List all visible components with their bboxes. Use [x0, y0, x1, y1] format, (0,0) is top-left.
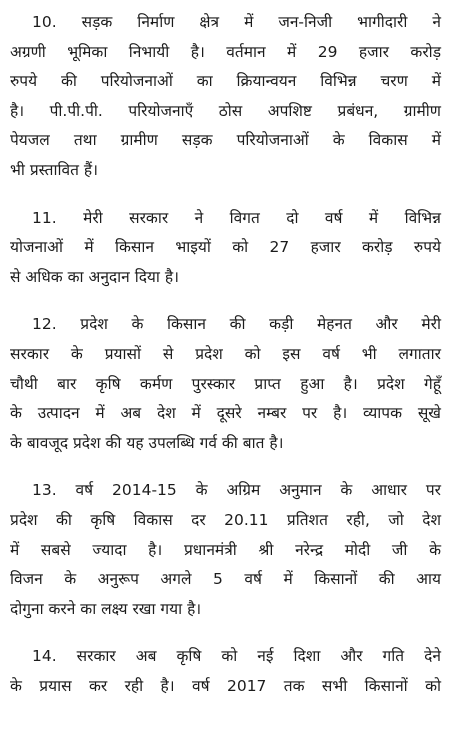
text-line: के बावजूद प्रदेश की यह उपलब्धि गर्व की बात है। [10, 433, 284, 452]
text-line: से अधिक का अनुदान दिया है। [10, 267, 179, 286]
text-line: है। पी.पी.पी. परियोजनाएँ ठोस अपशिष्ट प्रबंधन, ग्रामीण [10, 101, 441, 120]
text-line: 11. मेरी सरकार ने विगत दो वर्ष में विभिन्न [32, 208, 441, 227]
text-line: के प्रयास कर रही है। वर्ष 2017 तक सभी किसानों को [10, 676, 441, 695]
paragraph-10 [10, 8, 441, 186]
text-line: प्रदेश की कृषि विकास दर 20.11 प्रतिशत रही, जो देश [10, 510, 441, 529]
text-line: में सबसे ज्यादा है। प्रधानमंत्री श्री नरेन्द्र मोदी जी के [10, 540, 441, 559]
text-line: 12. प्रदेश के किसान की कड़ी मेहनत और मेरी [32, 315, 441, 334]
paragraph-14 [10, 642, 441, 701]
text-line: पेयजल तथा ग्रामीण सड़क परियोजनाओं के विकास में [10, 131, 441, 150]
text-line: चौथी बार कृषि कर्मण पुरस्कार प्राप्त हुआ है। प्रदेश गेहूँ [10, 374, 441, 393]
text-line: विजन के अनुरूप अगले 5 वर्ष में किसानों की आय [10, 570, 441, 589]
text-line: 10. सड़क निर्माण क्षेत्र में जन-निजी भागीदारी ने [32, 13, 441, 31]
text-line: अग्रणी भूमिका निभायी है। वर्तमान में 29 हजार करोड़ [10, 42, 441, 61]
text-line: भी प्रस्तावित हैं। [10, 160, 99, 179]
text-line: सरकार के प्रयासों से प्रदेश को इस वर्ष भी लगातार [10, 344, 441, 363]
paragraph-12 [10, 310, 441, 458]
paragraph-13 [10, 476, 441, 624]
text-line: 13. वर्ष 2014-15 के अग्रिम अनुमान के आधार पर [32, 481, 441, 500]
text-line: योजनाओं में किसान भाइयों को 27 हजार करोड़ रुपये [10, 238, 441, 257]
text-line: के उत्पादन में अब देश में दूसरे नम्बर पर है। व्यापक सूखे [10, 404, 441, 423]
paragraph-11 [10, 204, 441, 293]
text-line: दोगुना करने का लक्ष्य रखा गया है। [10, 599, 202, 618]
text-line: रुपये की परियोजनाओं का क्रियान्वयन विभिन्न चरण में [10, 72, 441, 91]
text-line: 14. सरकार अब कृषि को नई दिशा और गति देने [32, 647, 441, 666]
